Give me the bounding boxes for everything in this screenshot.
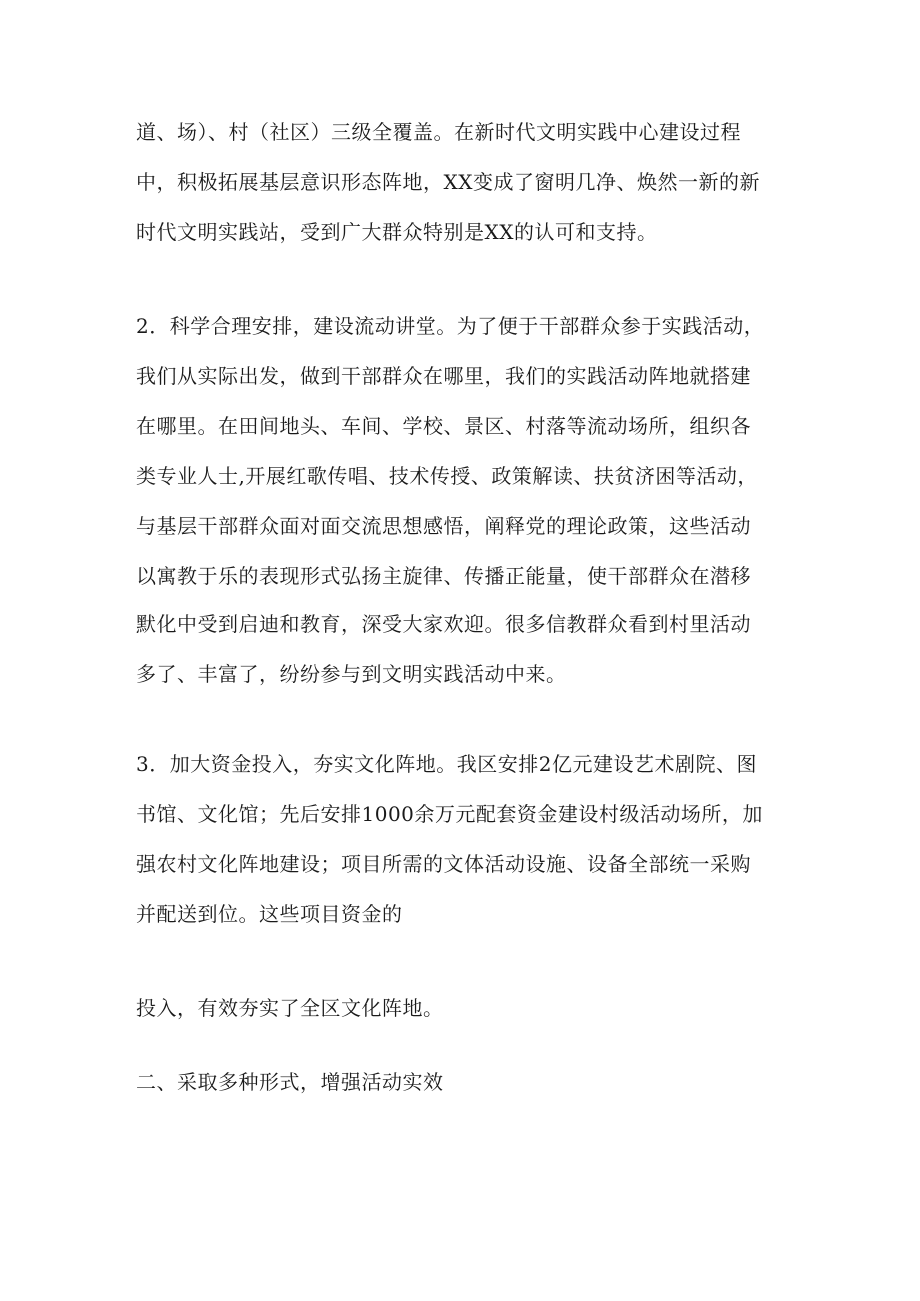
paragraph-2-line-4: 类专业人士,开展红歌传唱、技术传授、政策解读、扶贫济困等活动， bbox=[136, 464, 758, 488]
paragraph-2-line-5: 与基层干部群众面对面交流思想感悟，阐释党的理论政策，这些活动 bbox=[136, 514, 751, 538]
paragraph-2-line-2: 我们从实际出发，做到干部群众在哪里，我们的实践活动阵地就搭建 bbox=[136, 364, 751, 388]
paragraph-2-line-7: 默化中受到启迪和教育，深受大家欢迎。很多信教群众看到村里活动 bbox=[136, 612, 751, 636]
section-heading: 二、采取多种形式，增强活动实效 bbox=[136, 1070, 444, 1094]
paragraph-4-line-1: 投入，有效夯实了全区文化阵地。 bbox=[136, 996, 444, 1020]
paragraph-3-line-3: 强农村文化阵地建设；项目所需的文体活动设施、设备全部统一采购 bbox=[136, 852, 751, 876]
paragraph-2-line-8: 多了、丰富了，纷纷参与到文明实践活动中来。 bbox=[136, 662, 567, 686]
paragraph-1-line-1: 道、场）、村（社区）三级全覆盖。在新时代文明实践中心建设过程 bbox=[136, 120, 741, 144]
paragraph-2-line-1: 2．科学合理安排，建设流动讲堂。为了便于干部群众参于实践活动， bbox=[136, 314, 765, 338]
paragraph-3-line-2: 书馆、文化馆；先后安排1000余万元配套资金建设村级活动场所，加 bbox=[136, 802, 763, 826]
paragraph-2-line-6: 以寓教于乐的表现形式弘扬主旋律、传播正能量，使干部群众在潜移 bbox=[136, 564, 751, 588]
paragraph-3-line-1: 3．加大资金投入，夯实文化阵地。我区安排2亿元建设艺术剧院、图 bbox=[136, 752, 757, 776]
paragraph-1-line-2: 中，积极拓展基层意识形态阵地，XX变成了窗明几净、焕然一新的新 bbox=[136, 170, 760, 194]
paragraph-3-line-4: 并配送到位。这些项目资金的 bbox=[136, 902, 403, 926]
paragraph-2-line-3: 在哪里。在田间地头、车间、学校、景区、村落等流动场所，组织各 bbox=[136, 414, 751, 438]
paragraph-1-line-3: 时代文明实践站，受到广大群众特别是XX的认可和支持。 bbox=[136, 220, 658, 244]
